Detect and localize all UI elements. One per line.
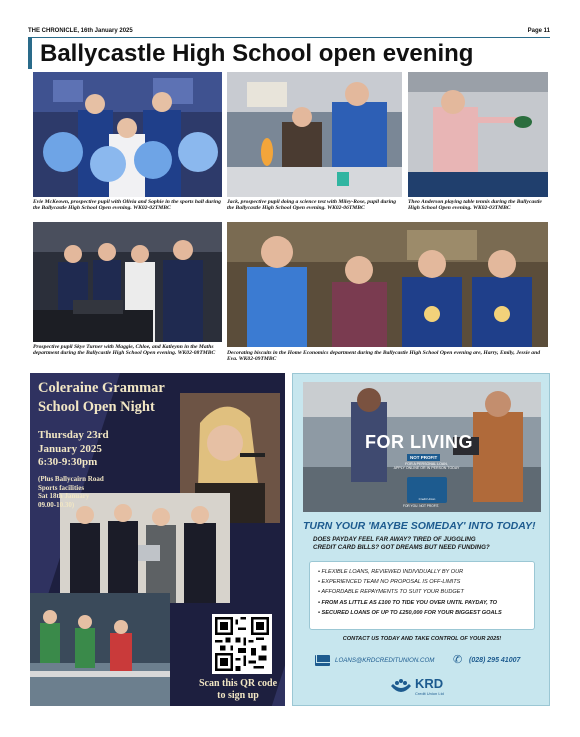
krd-logo-subtitle: Credit Union Ltd (415, 691, 444, 696)
krd-questions: DOES PAYDAY FEEL FAR AWAY? TIRED OF JUGGLING CREDIT CARD BILLS? GOT DREAMS BUT NEED FUNDING? (313, 536, 490, 551)
photo-table-tennis (408, 72, 548, 197)
ad-photo-pupils (60, 493, 230, 603)
photo-caption-5: Decorating biscuits in the Home Economics department during the Ballycastle High School Open evening are, Harry, Emily, Jessie and Eva. WK02-09TMBC (227, 350, 540, 363)
krd-headline: TURN YOUR 'MAYBE SOMEDAY' INTO TODAY! (303, 520, 536, 532)
krd-logo-icon (389, 678, 413, 698)
photo-sports-hall (33, 72, 222, 197)
page-number: Page 11 (527, 28, 550, 34)
list-item: • SECURED LOANS OF UP TO £250,000 FOR YOUR BIGGEST GOALS (318, 608, 526, 618)
publication-date: THE CHRONICLE, 16th January 2025 (28, 28, 133, 34)
ad-photo-kitchen (303, 382, 541, 512)
photo-home-economics (227, 222, 548, 347)
credit-union-logo: Credit Union (407, 477, 447, 503)
list-item: • FLEXIBLE LOANS, REVIEWED INDIVIDUALLY BY OUR (318, 567, 526, 577)
photo-caption-1: Evie McKeown, prospective pupil with Olivia and Sophie in the sports hall during the Ballycastle High School Open evening. WK02-02TMBC (33, 199, 221, 212)
photo-caption-4: Prospective pupil Skye Turner with Maggie, Chloe, and Katleynn in the Maths department during the Ballycastle High School Open evening. WK02-08TMBC (33, 344, 216, 357)
list-item: • AFFORDABLE REPAYMENTS TO SUIT YOUR BUDGET (318, 587, 526, 597)
krd-email-link[interactable]: LOANS@KRDCREDITUNION.COM (335, 657, 435, 664)
phone-icon: ✆ (453, 654, 463, 666)
krd-phone-link[interactable]: (028) 295 41007 (469, 657, 521, 664)
krd-hero-badge: NOT PROFIT (407, 454, 440, 461)
qr-code[interactable] (212, 614, 272, 674)
krd-benefits-list (309, 561, 535, 630)
coleraine-grammar-ad (30, 373, 285, 706)
page-headline: Ballycastle High School open evening (28, 38, 550, 69)
krd-hero-title: FOR LIVING (365, 432, 473, 452)
krd-hero-tag: FOR YOU. NOT PROFIT. (403, 504, 440, 508)
coleraine-ad-sports-facilities: (Plus Ballycairn Road Sports facilities Sat 18th January 09.00-10.30) (38, 475, 104, 509)
mail-icon (315, 655, 330, 666)
list-item: • FROM AS LITTLE AS £100 TO TIDE YOU OVER UNTIL PAYDAY, TO (318, 598, 526, 608)
coleraine-ad-title: Coleraine Grammar School Open Night (38, 380, 165, 415)
coleraine-ad-date: Thursday 23rd January 2025 6:30-9:30pm (38, 429, 109, 468)
krd-credit-union-ad (292, 373, 550, 706)
krd-hero-small: FOR A PERSONAL LOAN, APPLY ONLINE OR IN PERSON TODAY (393, 462, 460, 471)
photo-caption-2: Jack, prospective pupil doing a science test with Miley-Rose, pupil during the Ballycastle High School Open evening. WK02-06TMBC (227, 199, 397, 212)
photo-maths-department (33, 222, 222, 342)
scan-qr-text: Scan this QR code to sign up (198, 678, 278, 701)
ad-photo-rowing (30, 593, 170, 706)
photo-science-test (227, 72, 402, 197)
krd-contact-heading: CONTACT US TODAY AND TAKE CONTROL OF YOUR 2025! (342, 636, 502, 642)
list-item: • EXPERIENCED TEAM NO PROPOSAL IS OFF-LIMITS (318, 577, 526, 587)
krd-logo-text: KRD (415, 676, 444, 691)
photo-caption-3: Theo Anderson playing table tennis during the Ballycastle High School Open evening. WK02-03TMBC (408, 199, 542, 212)
